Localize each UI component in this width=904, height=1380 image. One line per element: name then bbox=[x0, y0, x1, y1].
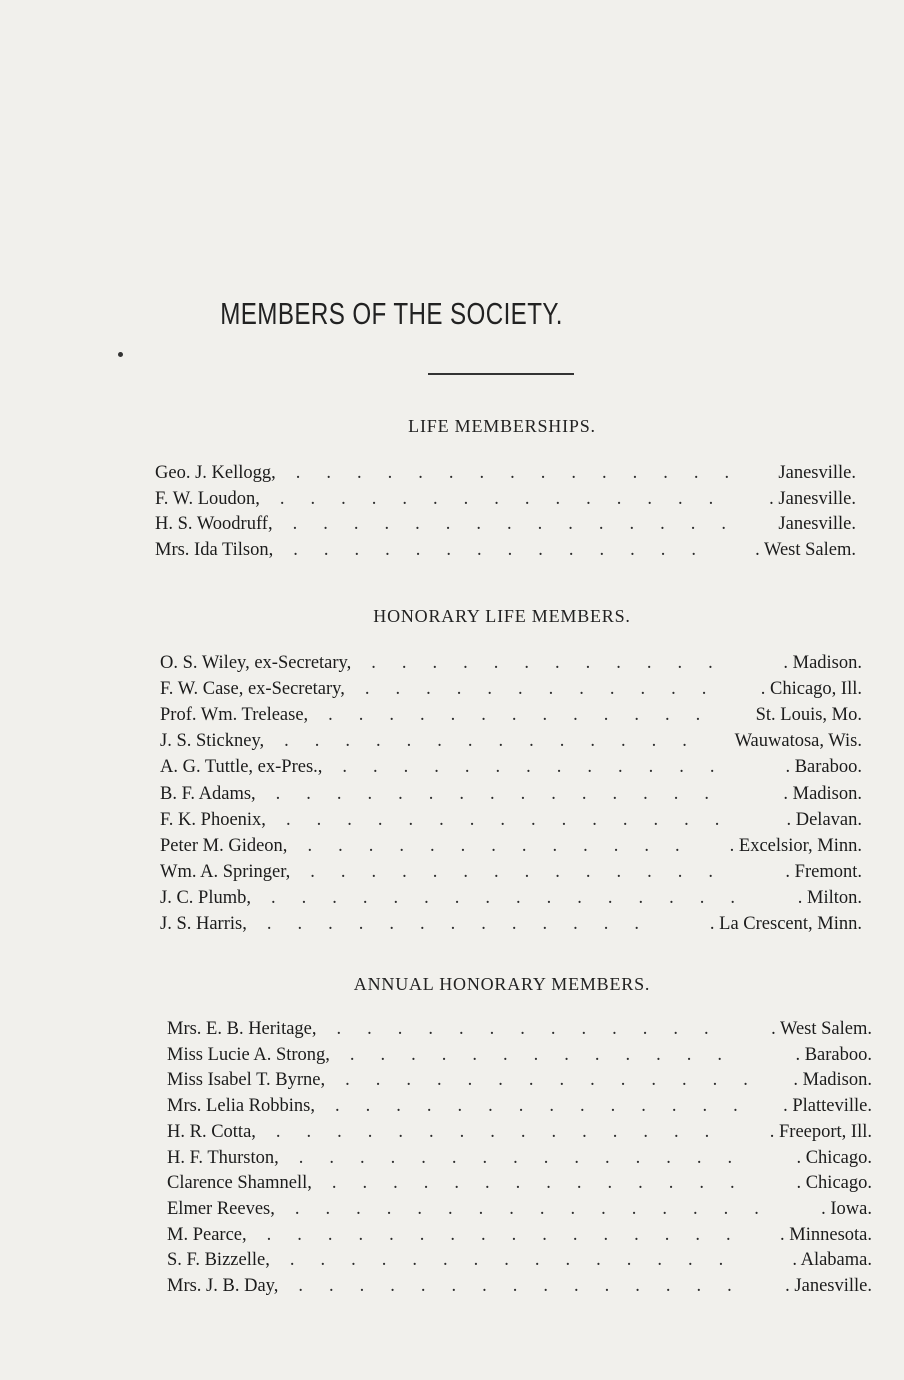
dot-leader: ............. bbox=[328, 705, 727, 726]
section-heading-life: LIFE MEMBERSHIPS. bbox=[408, 416, 596, 436]
dot-leader: .............. bbox=[331, 1173, 761, 1194]
member-place: . Chicago. bbox=[796, 1173, 872, 1194]
dot-leader: ................ bbox=[266, 1224, 757, 1245]
dot-leader: ............... bbox=[295, 463, 756, 483]
member-place: Wauwatosa, Wis. bbox=[734, 731, 862, 752]
member-name: Clarence Shamnell, bbox=[167, 1173, 312, 1194]
dot-leader: .............. bbox=[284, 731, 713, 752]
dot-leader: ............... bbox=[292, 514, 752, 534]
member-name: Geo. J. Kellogg, bbox=[155, 463, 276, 483]
dot-leader: ............... bbox=[289, 1250, 750, 1271]
member-name: Mrs. E. B. Heritage, bbox=[167, 1019, 317, 1039]
member-name: H. R. Cotta, bbox=[167, 1121, 256, 1142]
member-row bbox=[0, 1042, 904, 1068]
member-row bbox=[0, 754, 904, 780]
member-row bbox=[0, 1093, 904, 1119]
member-name: Mrs. J. B. Day, bbox=[167, 1276, 279, 1296]
member-row bbox=[0, 676, 904, 702]
member-row bbox=[0, 1196, 904, 1222]
member-row bbox=[0, 511, 904, 537]
member-place: . Baraboo. bbox=[795, 1044, 872, 1065]
member-place: St. Louis, Mo. bbox=[755, 705, 862, 726]
member-name: H. S. Woodruff, bbox=[155, 514, 273, 534]
member-place: . Fremont. bbox=[785, 861, 862, 882]
dot-leader: ............. bbox=[342, 757, 741, 778]
member-place: . Janesville. bbox=[769, 488, 856, 509]
member-name: Elmer Reeves, bbox=[167, 1198, 275, 1219]
member-row bbox=[0, 859, 904, 885]
dot-leader: ................ bbox=[270, 887, 761, 908]
member-row bbox=[0, 885, 904, 911]
dot-leader: ............. bbox=[349, 1044, 749, 1065]
member-name: F. W. Loudon, bbox=[155, 488, 260, 509]
member-place: Janesville. bbox=[778, 463, 856, 483]
member-row bbox=[0, 486, 904, 512]
member-row bbox=[0, 1222, 904, 1248]
dot-leader: .............. bbox=[293, 539, 722, 560]
member-row bbox=[0, 1119, 904, 1145]
member-row bbox=[0, 728, 904, 754]
member-place: . West Salem. bbox=[755, 539, 856, 560]
member-row bbox=[0, 1170, 904, 1196]
member-row bbox=[0, 1273, 904, 1299]
member-place: . Janesville. bbox=[785, 1276, 872, 1296]
member-place: . Chicago, Ill. bbox=[760, 679, 862, 700]
member-place: . Delavan. bbox=[786, 809, 862, 830]
member-name: O. S. Wiley, ex-Secretary, bbox=[160, 653, 352, 673]
member-place: . Alabama. bbox=[792, 1250, 872, 1271]
member-name: Mrs. Ida Tilson, bbox=[155, 539, 274, 560]
member-name: Peter M. Gideon, bbox=[160, 835, 288, 856]
member-name: A. G. Tuttle, ex-Pres., bbox=[160, 757, 323, 778]
member-name: Mrs. Lelia Robbins, bbox=[167, 1096, 315, 1117]
dot-leader: ............ bbox=[364, 679, 733, 700]
dot-leader: .............. bbox=[345, 1070, 774, 1091]
dot-leader: ............. bbox=[266, 914, 665, 934]
dot-leader: .............. bbox=[310, 861, 740, 882]
member-place: . Madison. bbox=[783, 783, 862, 804]
member-name: Prof. Wm. Trelease, bbox=[160, 705, 309, 726]
member-place: . Milton. bbox=[797, 887, 862, 908]
section-heading-honorary-life: HONORARY LIFE MEMBERS. bbox=[373, 606, 631, 626]
dot-leader: .............. bbox=[335, 1096, 764, 1117]
member-row bbox=[0, 650, 904, 676]
dot-leader: ............... bbox=[279, 488, 740, 509]
page-title: MEMBERS OF THE SOCIETY. bbox=[220, 296, 563, 331]
member-row bbox=[0, 1016, 904, 1042]
member-name: M. Pearce, bbox=[167, 1224, 247, 1245]
member-name: Wm. A. Springer, bbox=[160, 861, 291, 882]
dot-leader: ............... bbox=[275, 1121, 736, 1142]
member-name: S. F. Bizzelle, bbox=[167, 1250, 270, 1271]
member-place: Janesville. bbox=[778, 514, 856, 534]
member-place: . Excelsior, Minn. bbox=[729, 835, 862, 856]
member-row bbox=[0, 1067, 904, 1093]
member-row bbox=[0, 833, 904, 859]
member-name: J. S. Harris, bbox=[160, 914, 247, 934]
section-heading-annual-honorary: ANNUAL HONORARY MEMBERS. bbox=[353, 974, 651, 994]
member-row bbox=[0, 807, 904, 833]
member-place: . West Salem. bbox=[771, 1019, 872, 1039]
member-name: F. K. Phoenix, bbox=[160, 809, 266, 830]
member-place: . Madison. bbox=[783, 653, 862, 673]
member-place: . La Crescent, Minn. bbox=[709, 914, 862, 934]
member-place: . Chicago. bbox=[796, 1147, 872, 1168]
member-place: . Baraboo. bbox=[785, 757, 862, 778]
member-place: . Iowa. bbox=[821, 1198, 872, 1219]
member-place: . Minnesota. bbox=[780, 1224, 872, 1245]
member-name: J. C. Plumb, bbox=[160, 887, 251, 908]
dot-leader: ............ bbox=[371, 653, 739, 673]
member-name: B. F. Adams, bbox=[160, 783, 256, 804]
dot-leader: ............... bbox=[285, 809, 746, 830]
member-row bbox=[0, 702, 904, 728]
dot-leader: ............... bbox=[298, 1147, 759, 1168]
member-row bbox=[0, 460, 904, 486]
member-row bbox=[0, 1145, 904, 1171]
member-row bbox=[0, 781, 904, 807]
member-name: J. S. Stickney, bbox=[160, 731, 265, 752]
member-name: H. F. Thurston, bbox=[167, 1147, 279, 1168]
member-row bbox=[0, 537, 904, 563]
dot-leader: ............. bbox=[336, 1019, 735, 1039]
member-place: . Madison. bbox=[793, 1070, 872, 1091]
member-place: . Freeport, Ill. bbox=[769, 1121, 872, 1142]
member-name: Miss Lucie A. Strong, bbox=[167, 1044, 330, 1065]
dot-leader: ................ bbox=[294, 1198, 785, 1219]
member-name: Miss Isabel T. Byrne, bbox=[167, 1070, 326, 1091]
dot-leader: ............... bbox=[275, 783, 736, 804]
member-name: F. W. Case, ex-Secretary, bbox=[160, 679, 345, 700]
member-row bbox=[0, 1247, 904, 1273]
member-row bbox=[0, 911, 904, 937]
dot-leader: ............. bbox=[307, 835, 706, 856]
dot-leader: ............... bbox=[298, 1276, 758, 1296]
member-place: . Platteville. bbox=[783, 1096, 872, 1117]
